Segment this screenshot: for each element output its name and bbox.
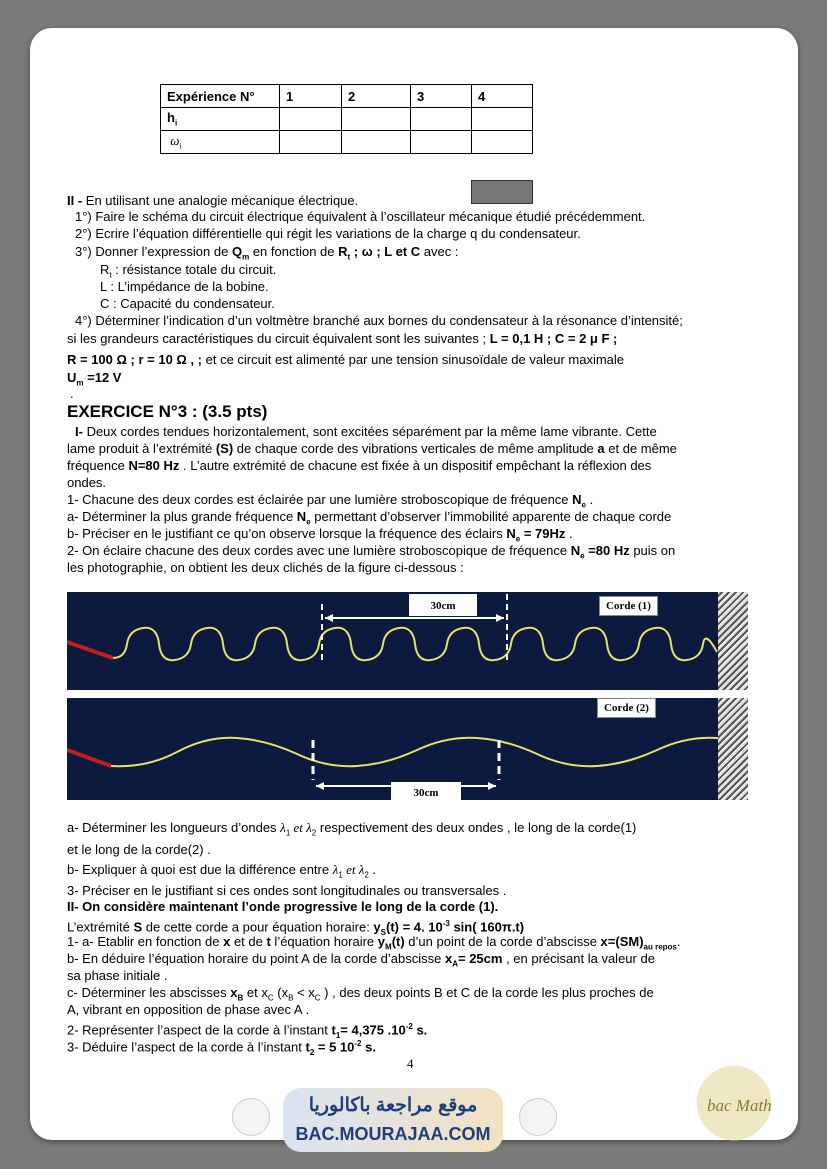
experience-table — [160, 84, 533, 154]
page-number: 4 — [407, 1056, 414, 1071]
table-header-cell: 1 — [280, 85, 342, 108]
ex3-q1b: b- Préciser en le justifiant ce qu’on observe lorsque la fréquence des éclairs $N_e = 79Hz$ . — [67, 526, 573, 544]
site-url[interactable]: BAC.MOURAJAA.COM — [295, 1124, 491, 1144]
ex3-intro-3: fréquence N=80 Hz . L’autre extrémité de chacune est fixée à un dispositif empêchant la réflexion des — [67, 458, 652, 473]
ex3-q2-cont: les photographie, on obtient les deux clichés de la figure ci-dessous : — [67, 560, 464, 575]
question-3: 3°) Donner l’expression de $Q_m$ en fonction de $R_t$ ; ω ; L et C avec : — [75, 244, 459, 262]
ex3-part2-heading: II- On considère maintenant l’onde progressive le long de la corde (1). — [67, 899, 499, 914]
ex3-q3: 3- Préciser en le justifiant si ces ondes sont longitudinales ou transversales . — [67, 883, 507, 898]
exercise-title: EXERCICE N°3 : (3.5 pts) — [67, 402, 268, 421]
distance-label-2: 30cm — [413, 787, 439, 799]
string-photo-1 — [67, 592, 748, 690]
dot: . — [70, 386, 74, 401]
ex3-ii-1b: b- En déduire l’équation horaire du point A de la corde d’abscisse $x_A= 25cm$ , en précisant la valeur de — [67, 951, 655, 969]
question-4-voltage: $U_m =12$ V — [67, 370, 122, 388]
site-banner[interactable] — [283, 1088, 503, 1152]
ex3-q1a: a- Déterminer la plus grande fréquence $N_e$ permettant d’observer l’immobilité apparente de chaque corde — [67, 509, 672, 527]
site-name-arabic: موقع مراجعة باكالوريا — [308, 1095, 478, 1116]
string-1-label: Corde (1) — [599, 596, 658, 616]
wave-curve — [113, 628, 717, 660]
wave-curve — [111, 738, 747, 767]
ex3-intro-1: I- Deux cordes tendues horizontalement, sont excitées séparément par la même lame vibrante. Cette — [75, 424, 657, 439]
question-1: 1°) Faire le schéma du circuit électrique équivalent à l’oscillateur mécanique étudié précédemment. — [75, 209, 646, 224]
ex3-intro-2: lame produit à l’extrémité (S) de chaque corde des vibrations verticales de même amplitude a et de même — [67, 441, 677, 456]
question-4-values: si les grandeurs caractéristiques du circuit équivalent sont les suivantes ; L = 0,1 H ; C = 2 μ F ; — [67, 331, 618, 346]
question-4: 4°) Déterminer l’indication d’un voltmètre branché aux bornes du condensateur à la résonance d’intensité; — [75, 313, 683, 328]
table-header-cell: 4 — [472, 85, 533, 108]
ex3-equation: L’extrémité S de cette corde a pour équation horaire: $y_S(t) = 4$. $10^{-3}$ sin( 160π.t) — [67, 919, 525, 937]
string-2-label: Corde (2) — [597, 698, 656, 718]
definition-l: L : L’impédance de la bobine. — [100, 279, 269, 294]
ex3-q2: 2- On éclaire chacune des deux cordes avec une lumière stroboscopique de fréquence $N_e =80$ Hz puis on — [67, 543, 676, 561]
definition-rt: $R_t$ : résistance totale du circuit. — [100, 262, 277, 280]
string-photo-2 — [67, 698, 748, 800]
bac-math-label: bac Math — [707, 1096, 772, 1115]
table-header-cell: 3 — [411, 85, 472, 108]
ex3-ii-2: 2- Représenter l’aspect de la corde à l’instant $t_1= 4,375$ $.10^{-2}$ s. — [67, 1022, 428, 1040]
site-logo-icon — [519, 1098, 557, 1136]
ex3-ii-3: 3- Déduire l’aspect de la corde à l’instant $t_2 = 5$ $10^{-2}$ s. — [67, 1039, 376, 1057]
vibrator-blade — [67, 642, 113, 658]
ex3-qa-cont: et le long de la corde(2) . — [67, 842, 211, 857]
absorber — [718, 698, 748, 800]
absorber — [718, 592, 748, 690]
table-row — [161, 131, 533, 154]
ex3-qa: a- Déterminer les longueurs d’ondes $\lambda_1$ et $\lambda_2$ respectivement des deux ondes , le long de la corde(1) — [67, 820, 637, 838]
ex3-ii-1b-cont: sa phase initiale . — [67, 968, 168, 983]
site-logo-icon — [232, 1098, 270, 1136]
table-header-row — [161, 85, 533, 108]
ex3-ii-1a: 1- a- Etablir en fonction de x et de t l’équation horaire $y_M(t)$ d’un point de la corde d’abscisse $x=(SM)_{au repos}$. — [67, 934, 681, 952]
distance-label-1: 30cm — [430, 600, 456, 612]
row-label-h: $h_i$ — [161, 108, 280, 131]
ex3-ii-1c: c- Déterminer les abscisses $x_B$ et $x_C$ ($x_B < x_C$ ) , des deux points B et C de la corde les plus proches de — [67, 985, 654, 1003]
question-4-values-2: R = 100 Ω ; r = 10 Ω , ; et ce circuit est alimenté par une tension sinusoïdale de valeur maximale — [67, 352, 625, 367]
ex3-qb: b- Expliquer à quoi est due la différence entre $\lambda_1$ et $\lambda_2$ . — [67, 862, 377, 880]
vibrator-blade — [67, 750, 111, 766]
ex3-q1: 1- Chacune des deux cordes est éclairée par une lumière stroboscopique de fréquence $N_e$ . — [67, 492, 594, 510]
ex3-intro-4: ondes. — [67, 475, 107, 490]
ex3-ii-1c-cont: A, vibrant en opposition de phase avec A . — [67, 1002, 310, 1017]
row-label-omega: $\omega_i$ — [161, 131, 280, 154]
definition-c: C : Capacité du condensateur. — [100, 296, 275, 311]
part2-heading: II - En utilisant une analogie mécanique électrique. — [67, 193, 359, 208]
grey-box — [471, 180, 533, 204]
table-header-cell: 2 — [342, 85, 411, 108]
table-header-cell: Expérience N° — [161, 85, 280, 108]
table-row — [161, 108, 533, 131]
question-2: 2°) Ecrire l’équation différentielle qui régit les variations de la charge q du condensateur. — [75, 226, 581, 241]
